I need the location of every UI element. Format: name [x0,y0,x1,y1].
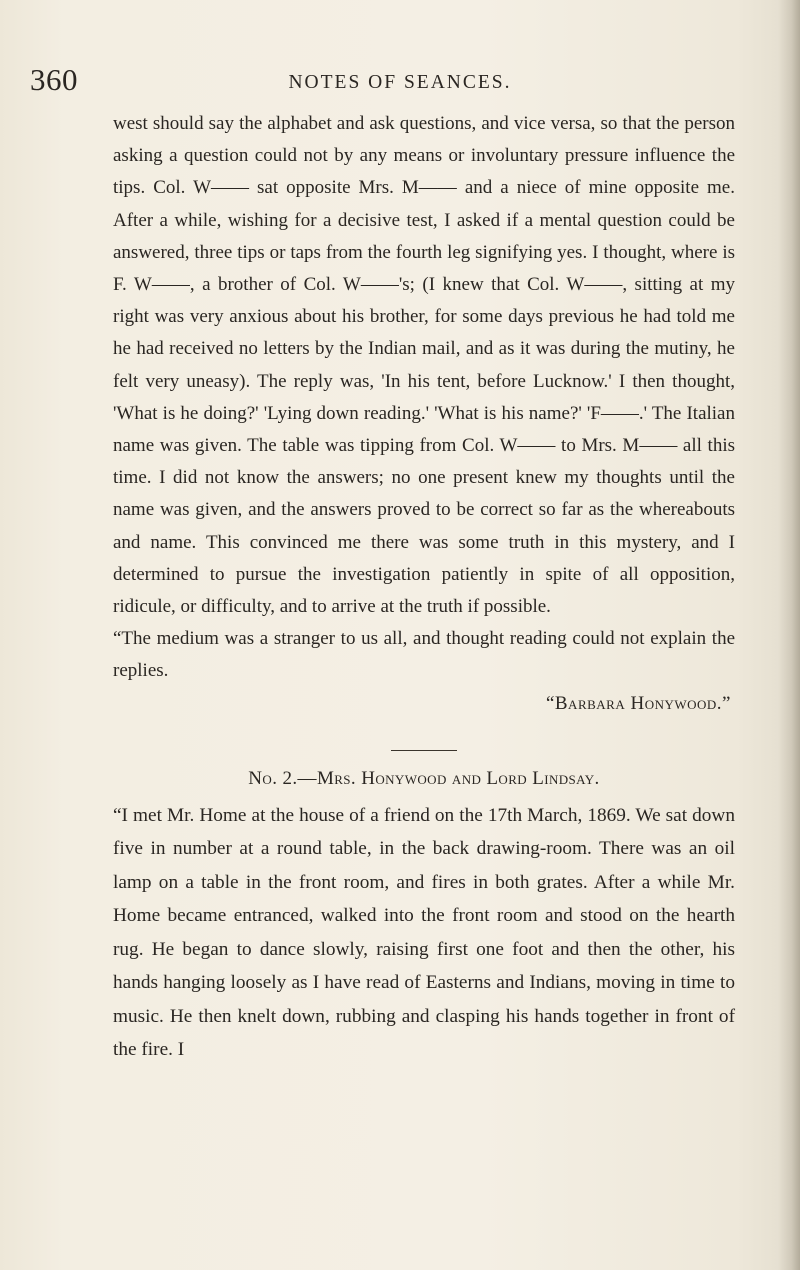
page-number: 360 [30,62,78,97]
body-text [113,108,735,1066]
section-heading: No. 2.—Mrs. Honywood and Lord Lindsay. [248,767,600,789]
paragraph-1: west should say the alphabet and ask questions, and vice versa, so that the person asking a question could not by any means or involuntary pressure influence the tips. Col. W—— sat opposite Mrs. M—— and a niece of mine opposite me. After a while, wishing for a decisive test, I asked if a mental question could be answered, three tips or taps from the fourth leg signifying yes. I thought, where is F. W——, a brother of Col. W——'s; (I knew that Col. W——, sitting at my right was very anxious about his brother, for some days previous he had told me he had received no letters by the Indian mail, and as it was during the mutiny, he felt very uneasy). The reply was, 'In his tent, before Lucknow.' I then thought, 'What is he doing?' 'Lying down reading.' 'What is his name?' 'F——.' The Italian name was given. The table was tipping from Col. W—— to Mrs. M—— all this time. I did not know the answers; no one present knew my thoughts until the name was given, and the answers proved to be correct so far as the whereabouts and name. This convinced me there was some truth in this mystery, and I determined to pursue the investigation patiently in spite of all opposition, ridicule, or difficulty, and to arrive at the truth if possible. [113,113,735,618]
signature: “Barbara Honywood.” [545,692,731,714]
running-head: NOTES OF SEANCES. [288,72,512,93]
paragraph-3: “I met Mr. Home at the house of a friend on the 17th March, 1869. We sat down five in number at a round table, in the back drawing-room. There was an oil lamp on a table in the front room, and fires in both grates. After a while Mr. Home became entranced, walked into the front room and stood on the hearth rug. He began to dance slowly, raising first one foot and then the other, his hands hanging loosely as I have read of Easterns and Indians, moving in time to music. He then knelt down, rubbing and clasping his hands together in front of the fire. I [113,805,735,1060]
paragraph-2: “The medium was a stranger to us all, and thought reading could not explain the replies. [113,628,735,682]
page-edge-shadow [778,0,800,1270]
section-divider-rule [391,750,457,751]
